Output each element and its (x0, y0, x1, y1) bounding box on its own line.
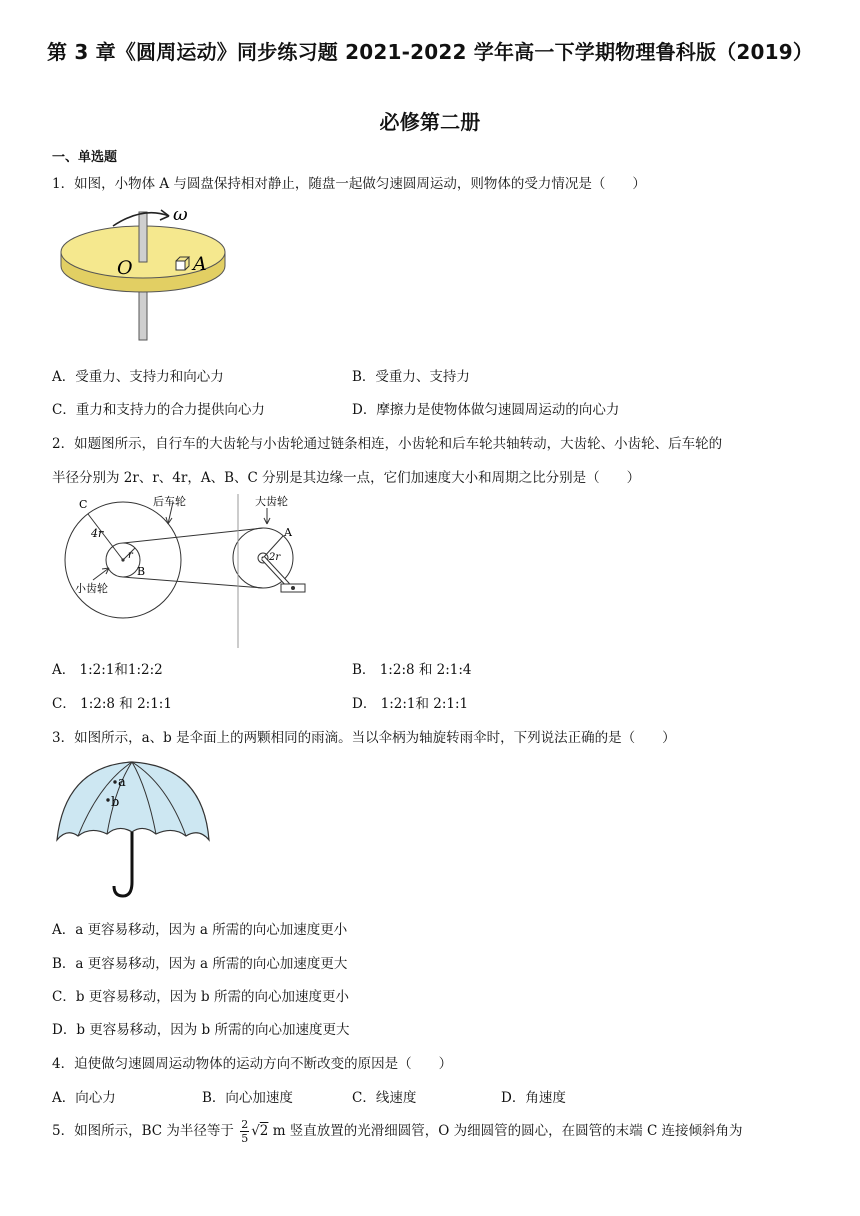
q2-label-small-gear: 小齿轮 (75, 582, 108, 595)
q5-fraction-denominator: 5 (241, 1132, 249, 1145)
q2-label-a: A (284, 526, 292, 539)
q5-sqrt-sign: √ (251, 1123, 260, 1139)
q3-label-b: b (111, 795, 120, 810)
q1-option-d: D．摩擦力是使物体做匀速圆周运动的向心力 (352, 402, 620, 418)
q3-figure-umbrella (55, 758, 215, 900)
q4-option-a: A．向心力 (52, 1090, 116, 1106)
q5-fraction (240, 1118, 249, 1145)
document-title-line1: 第 3 章《圆周运动》同步练习题 2021-2022 学年高一下学期物理鲁科版（2019） (46, 40, 814, 64)
q4-option-d: D．角速度 (501, 1090, 566, 1106)
q3-stem: 3．如图所示，a、b 是伞面上的两颗相同的雨滴。当以伞柄为轴旋转雨伞时，下列说法正确的是（ ） (52, 730, 676, 746)
section-heading: 一、单选题 (52, 150, 118, 165)
q2-label-2r: 2r (269, 552, 281, 563)
document-title-line2: 必修第二册 (379, 110, 481, 134)
q2-label-4r: 4r (91, 527, 104, 540)
q1-option-a: A．受重力、支持力和向心力 (52, 369, 224, 385)
q2-label-b: B (137, 565, 146, 578)
q3-option-c: C．b 更容易移动，因为 b 所需的向心加速度更小 (52, 989, 349, 1005)
q2-option-d: D． 1:2:1和 2:1:1 (352, 696, 469, 712)
q1-label-omega: ω (173, 204, 188, 225)
q4-option-b: B．向心加速度 (202, 1090, 293, 1106)
q3-label-a: a (118, 775, 126, 790)
q3-option-b: B．a 更容易移动，因为 a 所需的向心加速度更大 (52, 956, 348, 972)
q1-option-b: B．受重力、支持力 (352, 369, 470, 385)
q2-figure-bicycle-gears (55, 492, 325, 650)
q2-label-rear-wheel: 后车轮 (153, 495, 186, 508)
q5-stem (52, 1118, 743, 1145)
q2-option-a: A． 1:2:1和1:2:2 (52, 662, 163, 678)
q4-option-c: C．线速度 (352, 1090, 417, 1106)
q5-stem-before: 5．如图所示，BC 为半径等于 (52, 1123, 234, 1139)
q1-figure-rotating-disk (55, 200, 240, 345)
q1-label-a: A (193, 253, 207, 275)
q2-option-c: C． 1:2:8 和 2:1:1 (52, 696, 172, 712)
q1-option-c: C．重力和支持力的合力提供向心力 (52, 402, 265, 418)
q2-stem-line1: 2．如题图所示，自行车的大齿轮与小齿轮通过链条相连，小齿轮和后车轮共轴转动，大齿轮、小齿轮、后车轮的 (52, 436, 723, 452)
q3-option-d: D．b 更容易移动，因为 b 所需的向心加速度更大 (52, 1022, 350, 1038)
q3-option-a: A．a 更容易移动，因为 a 所需的向心加速度更小 (52, 922, 348, 938)
q2-label-big-gear: 大齿轮 (255, 495, 288, 508)
q2-label-c: C (79, 498, 88, 511)
q2-label-r: r (128, 550, 133, 561)
q5-stem-after: 竖直放置的光滑细圆管，O 为细圆管的圆心，在圆管的末端 C 连接倾斜角为 (285, 1123, 743, 1139)
q1-stem: 1．如图，小物体 A 与圆盘保持相对静止，随盘一起做匀速圆周运动，则物体的受力情况是（ ） (52, 176, 646, 192)
q5-unit: m (272, 1123, 286, 1139)
q4-stem: 4．迫使做匀速圆周运动物体的运动方向不断改变的原因是（ ） (52, 1056, 453, 1072)
q2-option-b: B． 1:2:8 和 2:1:4 (352, 662, 472, 678)
q2-stem-line2: 半径分别为 2r、r、4r，A、B、C 分别是其边缘一点，它们加速度大小和周期之比分别是（ ） (52, 470, 641, 486)
q5-fraction-numerator: 2 (241, 1118, 249, 1131)
q1-label-o: O (117, 257, 133, 279)
q5-sqrt-radicand: 2 (259, 1123, 269, 1139)
